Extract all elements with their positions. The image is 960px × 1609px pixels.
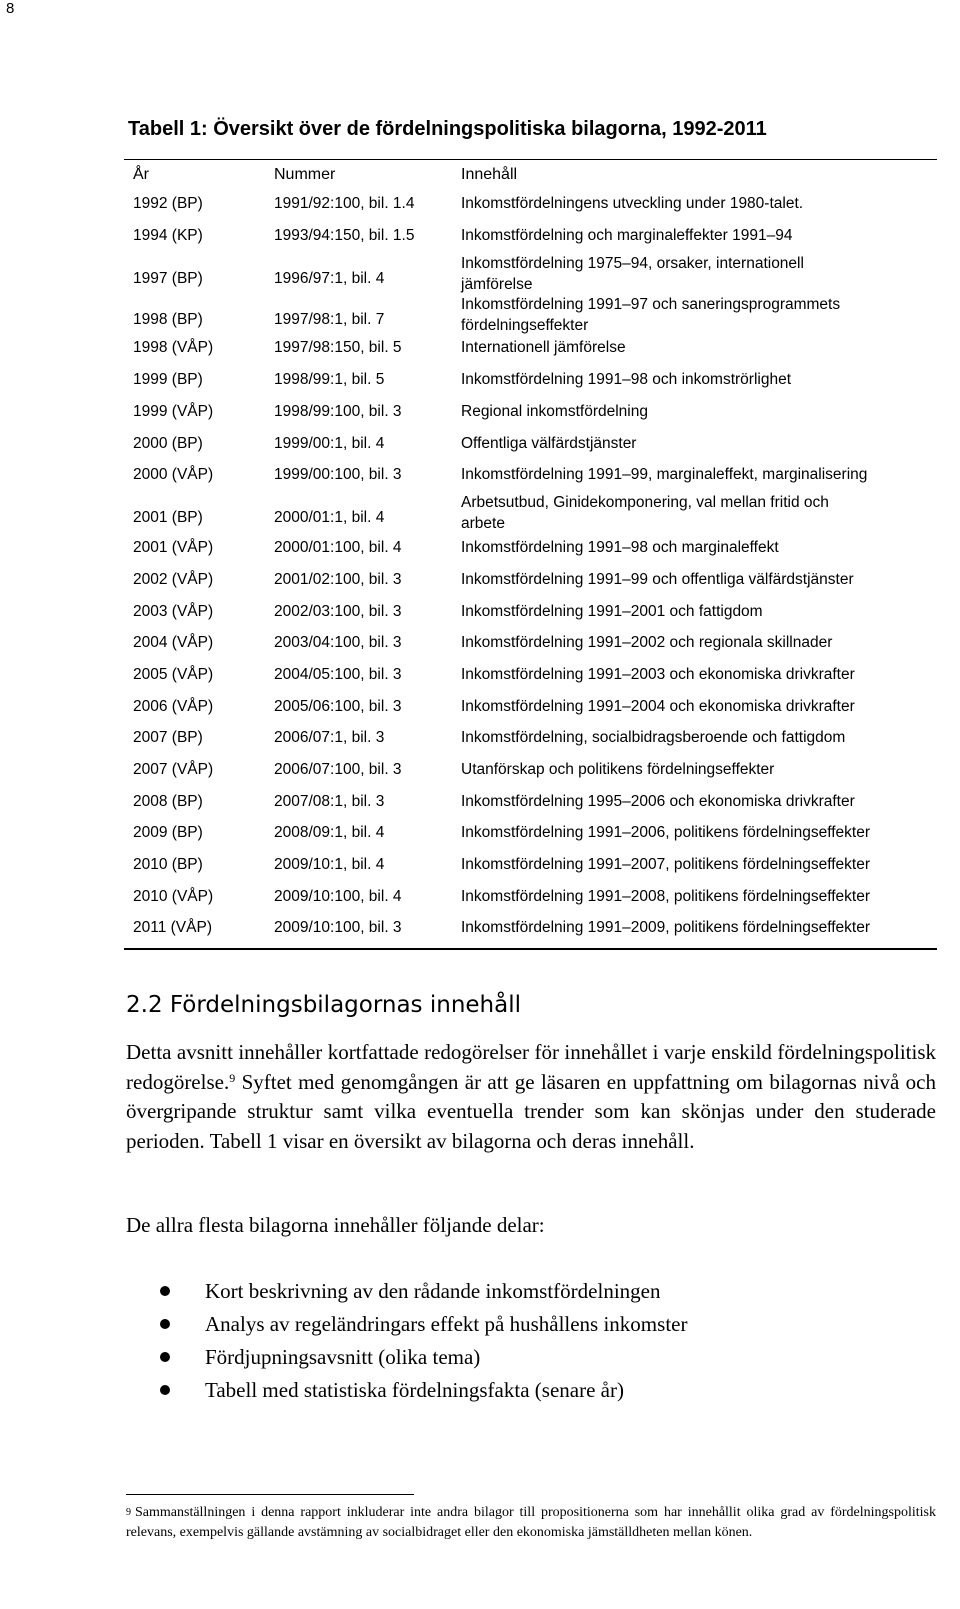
cell-content: Inkomstfördelning 1991–2001 och fattigdom bbox=[461, 603, 763, 620]
list-item-text: Kort beskrivning av den rådande inkomstfördelningen bbox=[205, 1279, 661, 1303]
cell-number: 1993/94:150, bil. 1.5 bbox=[274, 227, 415, 244]
cell-year: 2005 (VÅP) bbox=[133, 666, 214, 683]
cell-number: 2005/06:100, bil. 3 bbox=[274, 698, 402, 715]
cell-number: 1999/00:100, bil. 3 bbox=[274, 466, 402, 483]
cell-year: 2009 (BP) bbox=[133, 824, 203, 841]
cell-number: 2006/07:100, bil. 3 bbox=[274, 761, 402, 778]
footnote-text: Sammanställningen i denna rapport inkluderar inte andra bilagor till propositionerna som har innehållit olika grad av fördelningspolitisk relevans, exempelvis gällande avstämning av socialbidraget eller den ekonomiska jämställdheten mellan könen. bbox=[126, 1505, 936, 1540]
cell-number: 2009/10:100, bil. 3 bbox=[274, 919, 402, 936]
cell-number: 2000/01:1, bil. 4 bbox=[274, 509, 385, 526]
column-header-year: År bbox=[133, 166, 149, 183]
paragraph-text-part1: Detta avsnitt innehåller kortfattade redogörelser för innehållet i varje enskild fördelningspolitisk redogörelse. bbox=[126, 1040, 936, 1094]
footnote bbox=[126, 1503, 936, 1543]
cell-content: arbete bbox=[461, 515, 505, 532]
footnote-reference: 9 bbox=[229, 1070, 236, 1085]
cell-number: 1996/97:1, bil. 4 bbox=[274, 270, 385, 287]
cell-content: Inkomstfördelning 1975–94, orsaker, internationell bbox=[461, 255, 804, 272]
cell-year: 2001 (BP) bbox=[133, 509, 203, 526]
cell-content: Inkomstfördelning 1991–2009, politikens fördelningseffekter bbox=[461, 919, 871, 936]
cell-year: 2007 (BP) bbox=[133, 729, 203, 746]
cell-year: 1999 (VÅP) bbox=[133, 403, 214, 420]
list-item-text: Analys av regeländringars effekt på hushållens inkomster bbox=[205, 1312, 688, 1336]
footnote-separator bbox=[126, 1494, 414, 1495]
cell-content: Utanförskap och politikens fördelningseffekter bbox=[461, 761, 775, 778]
cell-number: 2006/07:1, bil. 3 bbox=[274, 729, 385, 746]
cell-year: 1992 (BP) bbox=[133, 195, 203, 212]
cell-year: 2011 (VÅP) bbox=[133, 919, 212, 936]
cell-year: 2002 (VÅP) bbox=[133, 571, 214, 588]
paragraph-text-part2: Syftet med genomgången är att ge läsaren en uppfattning om bilagornas nivå och övergripande struktur samt vilka eventuella trender som kan skönjas under den studerade perioden. Tabell 1 visar en översikt av bilagorna och deras innehåll. bbox=[126, 1069, 936, 1154]
cell-content: Inkomstfördelningens utveckling under 1980-talet. bbox=[461, 195, 804, 212]
cell-year: 2006 (VÅP) bbox=[133, 698, 214, 715]
bullet-icon bbox=[160, 1319, 170, 1329]
cell-year: 2000 (BP) bbox=[133, 435, 203, 452]
cell-number: 1997/98:1, bil. 7 bbox=[274, 311, 385, 328]
cell-content: Inkomstfördelning 1991–2002 och regionala skillnader bbox=[461, 634, 833, 651]
cell-content: Inkomstfördelning 1991–98 och marginaleffekt bbox=[461, 539, 779, 556]
column-header-content: Innehåll bbox=[461, 166, 518, 183]
list-item-text: Tabell med statistiska fördelningsfakta (senare år) bbox=[205, 1378, 624, 1402]
cell-content: Inkomstfördelning 1991–2006, politikens fördelningseffekter bbox=[461, 824, 871, 841]
cell-year: 2003 (VÅP) bbox=[133, 603, 214, 620]
bullet-icon bbox=[160, 1385, 170, 1395]
cell-number: 1998/99:100, bil. 3 bbox=[274, 403, 402, 420]
cell-number: 2009/10:1, bil. 4 bbox=[274, 856, 385, 873]
cell-number: 2000/01:100, bil. 4 bbox=[274, 539, 402, 556]
cell-content: fördelningseffekter bbox=[461, 317, 589, 334]
cell-year: 2010 (BP) bbox=[133, 856, 203, 873]
cell-number: 1998/99:1, bil. 5 bbox=[274, 371, 385, 388]
cell-number: 2008/09:1, bil. 4 bbox=[274, 824, 385, 841]
cell-year: 2008 (BP) bbox=[133, 793, 203, 810]
cell-content: Internationell jämförelse bbox=[461, 339, 626, 356]
cell-number: 1997/98:150, bil. 5 bbox=[274, 339, 402, 356]
cell-year: 1998 (VÅP) bbox=[133, 339, 214, 356]
cell-year: 1997 (BP) bbox=[133, 270, 203, 287]
column-header-number: Nummer bbox=[274, 166, 336, 183]
cell-content: jämförelse bbox=[461, 276, 533, 293]
footnote-mark: 9 bbox=[126, 1507, 131, 1518]
cell-year: 2010 (VÅP) bbox=[133, 888, 214, 905]
cell-content: Inkomstfördelning 1991–2003 och ekonomiska drivkrafter bbox=[461, 666, 855, 683]
cell-content: Inkomstfördelning 1991–99 och offentliga välfärdstjänster bbox=[461, 571, 854, 588]
body-paragraph bbox=[126, 1038, 936, 1157]
list-item-text: Fördjupningsavsnitt (olika tema) bbox=[205, 1345, 481, 1369]
cell-year: 2007 (VÅP) bbox=[133, 761, 214, 778]
list-intro-paragraph: De allra flesta bilagorna innehåller följande delar: bbox=[126, 1213, 545, 1237]
cell-number: 2001/02:100, bil. 3 bbox=[274, 571, 402, 588]
table-top-rule bbox=[124, 159, 937, 160]
page-number: 8 bbox=[6, 0, 15, 17]
cell-number: 1991/92:100, bil. 1.4 bbox=[274, 195, 415, 212]
cell-year: 2000 (VÅP) bbox=[133, 466, 214, 483]
cell-number: 2007/08:1, bil. 3 bbox=[274, 793, 385, 810]
cell-content: Inkomstfördelning, socialbidragsberoende och fattigdom bbox=[461, 729, 846, 746]
cell-content: Inkomstfördelning och marginaleffekter 1991–94 bbox=[461, 227, 793, 244]
cell-number: 2009/10:100, bil. 4 bbox=[274, 888, 402, 905]
table-bottom-rule bbox=[124, 948, 937, 950]
cell-content: Inkomstfördelning 1991–98 och inkomströrlighet bbox=[461, 371, 791, 388]
cell-content: Inkomstfördelning 1991–97 och saneringsprogrammets bbox=[461, 296, 841, 313]
cell-year: 1999 (BP) bbox=[133, 371, 203, 388]
cell-year: 2001 (VÅP) bbox=[133, 539, 214, 556]
cell-content: Regional inkomstfördelning bbox=[461, 403, 648, 420]
cell-number: 2004/05:100, bil. 3 bbox=[274, 666, 402, 683]
cell-content: Offentliga välfärdstjänster bbox=[461, 435, 637, 452]
table-title: Tabell 1: Översikt över de fördelningspolitiska bilagorna, 1992-2011 bbox=[128, 118, 767, 140]
cell-content: Inkomstfördelning 1991–2008, politikens fördelningseffekter bbox=[461, 888, 871, 905]
cell-year: 1994 (KP) bbox=[133, 227, 203, 244]
cell-number: 2002/03:100, bil. 3 bbox=[274, 603, 402, 620]
cell-number: 2003/04:100, bil. 3 bbox=[274, 634, 402, 651]
bullet-icon bbox=[160, 1352, 170, 1362]
cell-number: 1999/00:1, bil. 4 bbox=[274, 435, 385, 452]
cell-content: Arbetsutbud, Ginidekomponering, val mellan fritid och bbox=[461, 494, 829, 511]
cell-content: Inkomstfördelning 1991–2007, politikens fördelningseffekter bbox=[461, 856, 871, 873]
cell-year: 2004 (VÅP) bbox=[133, 634, 214, 651]
cell-year: 1998 (BP) bbox=[133, 311, 203, 328]
cell-content: Inkomstfördelning 1995–2006 och ekonomiska drivkrafter bbox=[461, 793, 855, 810]
cell-content: Inkomstfördelning 1991–99, marginaleffekt, marginalisering bbox=[461, 466, 868, 483]
cell-content: Inkomstfördelning 1991–2004 och ekonomiska drivkrafter bbox=[461, 698, 855, 715]
bullet-icon bbox=[160, 1286, 170, 1296]
section-heading: 2.2 Fördelningsbilagornas innehåll bbox=[126, 992, 521, 1018]
